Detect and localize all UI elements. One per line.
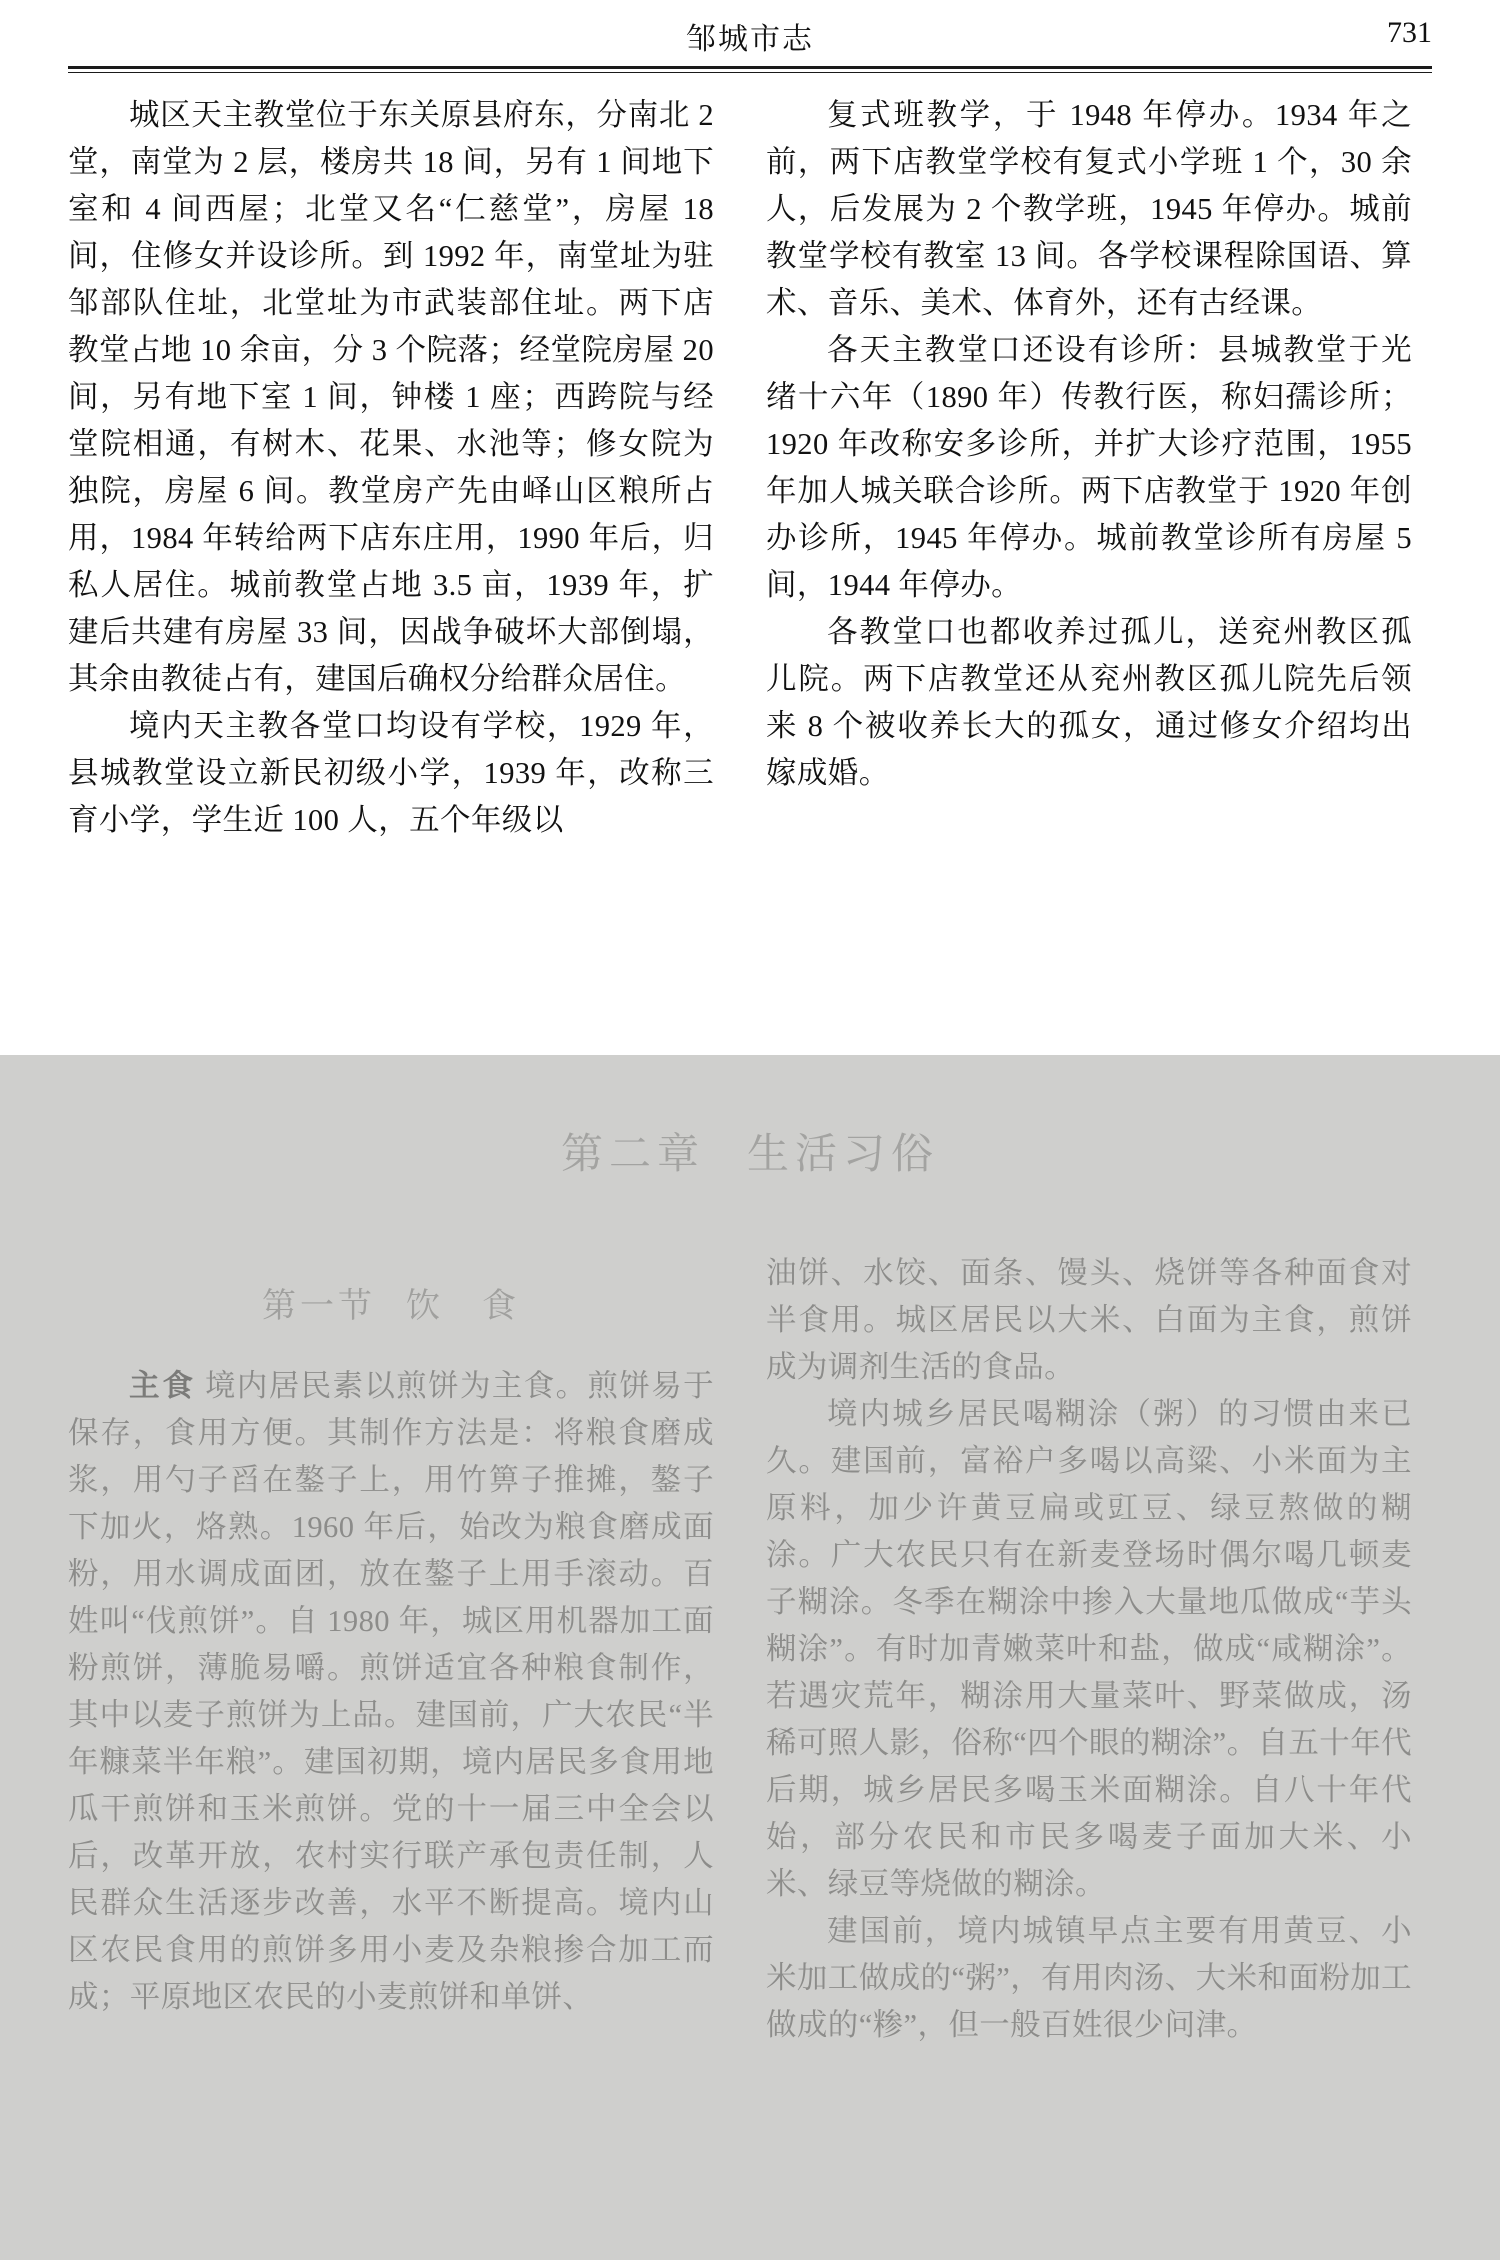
- paragraph: 复式班教学，于 1948 年停办。1934 年之前，两下店教堂学校有复式小学班 1 个，30 余人，后发展为 2 个教学班，1945 年停办。城前教堂学校有教室 13 间。各学校课程除国语、算术、音乐、美术、体育外，还有古经课。: [766, 98, 1412, 320]
- header-divider: [68, 66, 1432, 73]
- top-right-column: [766, 92, 1412, 844]
- bottom-columns: [68, 1250, 1432, 2049]
- section-heading-main: 饮 食: [406, 1288, 520, 1325]
- chapter-heading-prefix: 第二章: [560, 1132, 705, 1178]
- section-heading: [68, 1278, 714, 1327]
- top-left-column: [68, 92, 714, 844]
- top-columns: [68, 92, 1432, 844]
- paragraph: 各天主教堂口还设有诊所：县城教堂于光绪十六年（1890 年）传教行医，称妇孺诊所；1920 年改称安多诊所，并扩大诊疗范围，1955 年加人城关联合诊所。两下店教堂于 1920 年创办诊所，1945 年停办。城前教堂诊所有房屋 5 间，1944 年停办。: [766, 333, 1412, 602]
- page-number: 731: [1387, 16, 1432, 49]
- paragraph: 境内天主教各堂口均设有学校，1929 年，县城教堂设立新民初级小学，1939 年，改称三育小学，学生近 100 人，五个年级以: [68, 709, 714, 837]
- page-bottom-section: [0, 1055, 1500, 2260]
- paragraph: [68, 1363, 714, 2021]
- chapter-heading-main: 生活习俗: [747, 1132, 940, 1178]
- chapter-heading: [68, 1055, 1432, 1181]
- bottom-right-column: [766, 1250, 1412, 2049]
- paragraph: 油饼、水饺、面条、馒头、烧饼等各种面食对半食用。城区居民以大米、白面为主食，煎饼成为调剂生活的食品。: [766, 1256, 1412, 1384]
- page-header: [68, 0, 1432, 60]
- paragraph: 各教堂口也都收养过孤儿，送兖州教区孤儿院。两下店教堂还从兖州教区孤儿院先后领来 8 个被收养长大的孤女，通过修女介绍均出嫁成婚。: [766, 615, 1412, 790]
- paragraph-text: 境内居民素以煎饼为主食。煎饼易于保存，食用方便。其制作方法是：将粮食磨成浆，用勺子舀在鏊子上，用竹箅子推摊，鏊子下加火，烙熟。1960 年后，始改为粮食磨成面粉，用水调成面团，放在鏊子上用手滚动。百姓叫“伐煎饼”。自 1980 年，城区用机器加工面粉煎饼，薄脆易嚼。煎饼适宜各种粮食制作，其中以麦子煎饼为上品。建国前，广大农民“半年糠菜半年粮”。建国初期，境内居民多食用地瓜干煎饼和玉米煎饼。党的十一届三中全会以后，改革开放，农村实行联产承包责任制，人民群众生活逐步改善，水平不断提高。境内山区农民食用的煎饼多用小麦及杂粮掺合加工而成；平原地区农民的小麦煎饼和单饼、: [68, 1369, 715, 2014]
- paragraph: 城区天主教堂位于东关原县府东，分南北 2 堂，南堂为 2 层，楼房共 18 间，另有 1 间地下室和 4 间西屋；北堂又名“仁慈堂”，房屋 18 间，住修女并设诊所。到 1992 年，南堂址为驻邹部队住址，北堂址为市武装部住址。两下店教堂占地 10 余亩，分 3 个院落；经堂院房屋 20 间，另有地下室 1 间，钟楼 1 座；西跨院与经堂院相通，有树木、花果、水池等；修女院为独院，房屋 6 间。教堂房产先由峄山区粮所占用，1984 年转给两下店东庄用，1990 年后，归私人居住。城前教堂占地 3.5 亩，1939 年，扩建后共建有房屋 33 间，因战争破坏大部倒塌，其余由教徒占有，建国后确权分给群众居住。: [68, 98, 714, 696]
- paragraph: 建国前，境内城镇早点主要有用黄豆、小米加工做成的“粥”，有用肉汤、大米和面粉加工做成的“糁”，但一般百姓很少问津。: [766, 1914, 1412, 2042]
- term-lead: 主食: [129, 1369, 196, 1403]
- paragraph: 境内城乡居民喝糊涂（粥）的习惯由来已久。建国前，富裕户多喝以高粱、小米面为主原料，加少许黄豆扁或豇豆、绿豆熬做的糊涂。广大农民只有在新麦登场时偶尔喝几顿麦子糊涂。冬季在糊涂中掺入大量地瓜做成“芋头糊涂”。有时加青嫩菜叶和盐，做成“咸糊涂”。若遇灾荒年，糊涂用大量菜叶、野菜做成，汤稀可照人影，俗称“四个眼的糊涂”。自五十年代后期，城乡居民多喝玉米面糊涂。自八十年代始，部分农民和市民多喝麦子面加大米、小米、绿豆等烧做的糊涂。: [766, 1397, 1412, 1901]
- bottom-left-column: [68, 1250, 714, 2049]
- section-heading-prefix: 第一节: [262, 1288, 376, 1325]
- page-top-section: [0, 0, 1500, 1055]
- page-title: 邹城市志: [686, 23, 814, 56]
